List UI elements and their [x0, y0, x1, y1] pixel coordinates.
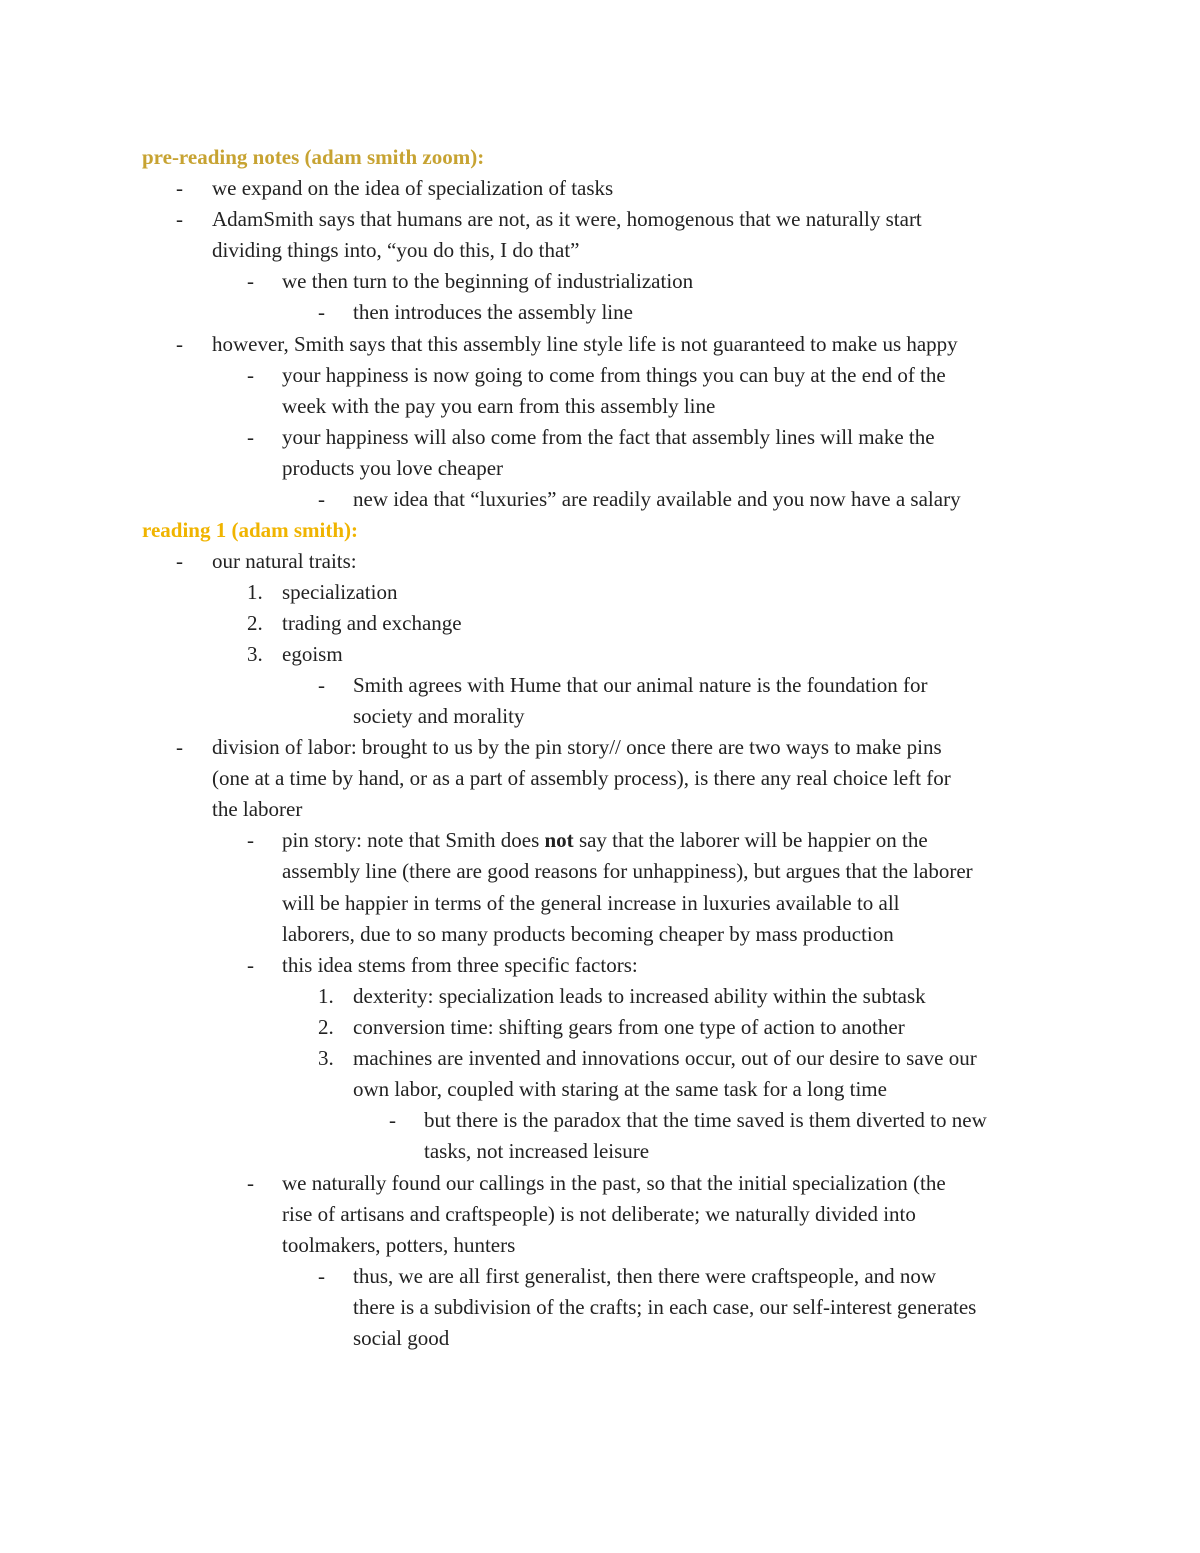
bullet-marker: -: [318, 300, 325, 324]
bullet-text: your happiness is now going to come from things you can buy at the end of the: [282, 363, 946, 387]
list-item-text: egoism: [282, 642, 343, 666]
bullet-marker: -: [247, 269, 254, 293]
bullet-text: will be happier in terms of the general increase in luxuries available to all: [282, 891, 900, 915]
bullet-marker: -: [318, 1264, 325, 1288]
list-item-text: trading and exchange: [282, 611, 462, 635]
bullet-text: division of labor: brought to us by the pin story// once there are two ways to make pins: [212, 735, 942, 759]
list-number: 3.: [318, 1046, 334, 1070]
bullet-marker: -: [247, 363, 254, 387]
section-heading-reading-1: reading 1 (adam smith):: [142, 518, 359, 542]
bullet-text: but there is the paradox that the time saved is them diverted to new: [424, 1108, 987, 1132]
bullet-text: there is a subdivision of the crafts; in each case, our self-interest generates: [353, 1295, 977, 1319]
list-number: 1.: [247, 580, 263, 604]
bullet-text: then introduces the assembly line: [353, 300, 633, 324]
bullet-marker: -: [318, 487, 325, 511]
bullet-text: thus, we are all first generalist, then there were craftspeople, and now: [353, 1264, 937, 1288]
bullet-text: social good: [353, 1326, 450, 1350]
bullet-text: assembly line (there are good reasons for unhappiness), but argues that the laborer: [282, 859, 973, 883]
bullet-text: tasks, not increased leisure: [424, 1139, 650, 1163]
list-number: 3.: [247, 642, 263, 666]
bullet-text: our natural traits:: [212, 549, 357, 573]
bullet-text: Smith agrees with Hume that our animal nature is the foundation for: [353, 673, 928, 697]
bullet-text: this idea stems from three specific factors:: [282, 953, 638, 977]
bullet-text: week with the pay you earn from this assembly line: [282, 394, 716, 418]
bullet-marker: -: [247, 828, 254, 852]
bullet-marker: -: [176, 735, 183, 759]
list-item-text: machines are invented and innovations occur, out of our desire to save our: [353, 1046, 977, 1070]
bullet-text: your happiness will also come from the fact that assembly lines will make the: [282, 425, 935, 449]
bullet-text: toolmakers, potters, hunters: [282, 1233, 516, 1257]
bullet-text: (one at a time by hand, or as a part of assembly process), is there any real choice left for: [212, 766, 951, 790]
bullet-text: we naturally found our callings in the past, so that the initial specialization (the: [282, 1171, 946, 1195]
list-number: 2.: [247, 611, 263, 635]
bullet-marker: -: [247, 425, 254, 449]
bullet-marker: -: [176, 207, 183, 231]
bullet-marker: -: [176, 549, 183, 573]
bullet-text: we expand on the idea of specialization of tasks: [212, 176, 614, 200]
bullet-text: we then turn to the beginning of industrialization: [282, 269, 694, 293]
bullet-marker: -: [247, 953, 254, 977]
bullet-text: AdamSmith says that humans are not, as it were, homogenous that we naturally start: [212, 207, 922, 231]
bullet-marker: -: [176, 332, 183, 356]
text-run: pin story: note that Smith does: [282, 828, 545, 852]
bullet-text: laborers, due to so many products becoming cheaper by mass production: [282, 922, 894, 946]
text-run: say that the laborer will be happier on the: [573, 828, 928, 852]
bullet-marker: -: [389, 1108, 396, 1132]
bullet-text: dividing things into, “you do this, I do that”: [212, 238, 580, 262]
list-number: 2.: [318, 1015, 334, 1039]
bullet-text: society and morality: [353, 704, 525, 728]
list-number: 1.: [318, 984, 334, 1008]
bullet-text: products you love cheaper: [282, 456, 504, 480]
list-item-text: specialization: [282, 580, 398, 604]
bullet-text: new idea that “luxuries” are readily available and you now have a salary: [353, 487, 961, 511]
bullet-text-rich: [282, 825, 928, 856]
bold-emphasis: not: [544, 828, 574, 852]
section-heading-pre-reading: pre-reading notes (adam smith zoom):: [142, 145, 485, 169]
bullet-marker: -: [247, 1171, 254, 1195]
list-item-text: conversion time: shifting gears from one type of action to another: [353, 1015, 905, 1039]
bullet-text: the laborer: [212, 797, 303, 821]
bullet-text: however, Smith says that this assembly line style life is not guaranteed to make us happy: [212, 332, 958, 356]
bullet-marker: -: [176, 176, 183, 200]
list-item-text: own labor, coupled with staring at the same task for a long time: [353, 1077, 887, 1101]
bullet-marker: -: [318, 673, 325, 697]
bullet-text: rise of artisans and craftspeople) is not deliberate; we naturally divided into: [282, 1202, 916, 1226]
list-item-text: dexterity: specialization leads to increased ability within the subtask: [353, 984, 926, 1008]
